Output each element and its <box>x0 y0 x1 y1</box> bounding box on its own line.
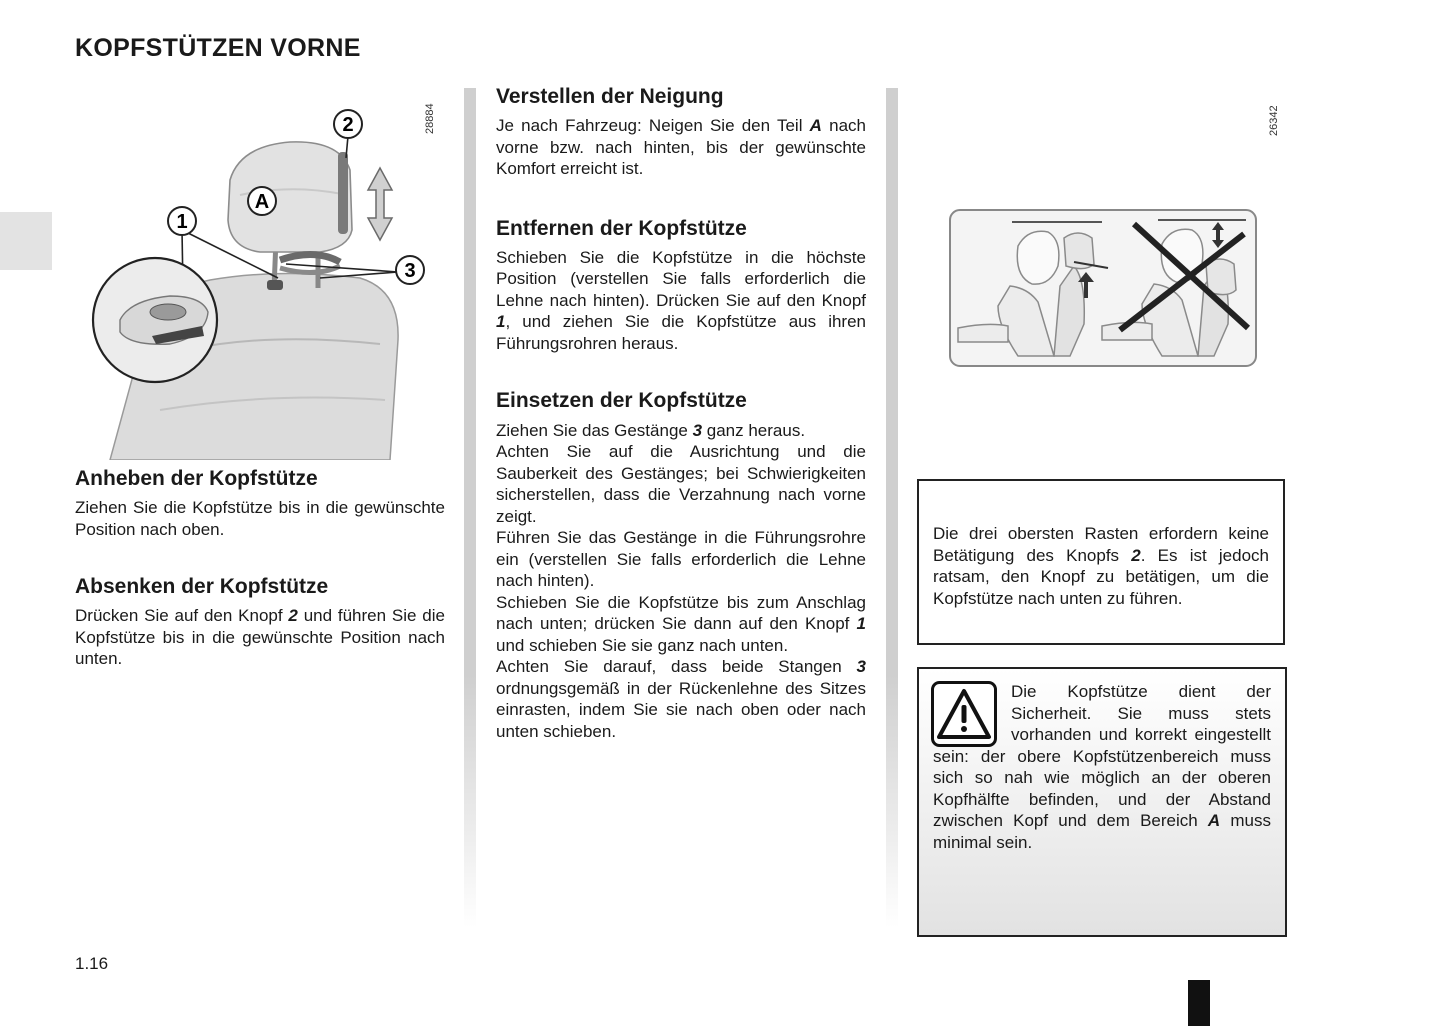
warning-box <box>917 667 1287 937</box>
text-remove: Schieben Sie die Kopfstütze in die höchste Position (verstellen Sie falls erforderlich die Lehne nach hinten). Drücken Sie auf den Knopf 1, und ziehen Sie die Kopfstütze aus ihren Führungsrohren heraus. <box>496 247 866 353</box>
text-tilt: Je nach Fahrzeug: Neigen Sie den Teil A nach vorne bzw. nach hinten, bis der gewünschte Komfort erreicht ist. <box>496 116 866 179</box>
column-separator <box>464 88 476 928</box>
page-number: 1.16 <box>75 954 109 973</box>
text-insert-1: Ziehen Sie das Gestänge 3 ganz heraus. <box>496 420 806 440</box>
text-insert-3: Führen Sie das Gestänge in die Führungsrohre ein (verstellen Sie falls erforderlich die Lehne nach hinten). <box>496 528 866 591</box>
heading-tilt: Verstellen der Neigung <box>496 85 724 108</box>
thumb-index-tab <box>1188 980 1210 1026</box>
heading-insert: Einsetzen der Kopfstütze <box>496 389 747 413</box>
headrest-position-illustration <box>948 206 1260 372</box>
column-separator <box>886 88 898 928</box>
chapter-tab <box>0 212 52 270</box>
page-title: KOPFSTÜTZEN VORNE <box>75 34 361 62</box>
heading-lower: Absenken der Kopfstütze <box>75 575 329 599</box>
note-text: Die drei obersten Rasten erfordern keine Betätigung des Knopfs 2. Es ist jedoch ratsam, den Knopf zu betätigen, um die Kopfstütze nach unten zu führen. <box>933 524 1269 608</box>
column-left <box>75 466 445 670</box>
heading-raise: Anheben der Kopfstütze <box>75 467 318 490</box>
text-insert-4: Schieben Sie die Kopfstütze bis zum Anschlag nach unten; drücken Sie dann auf den Knopf 1 und schieben Sie sie ganz nach unten. <box>496 592 866 655</box>
figure-code: 26342 <box>1268 105 1280 136</box>
label-1: 1 <box>176 211 188 233</box>
figure-code: 28884 <box>424 103 436 134</box>
text-lower: Drücken Sie auf den Knopf 2 und führen Sie die Kopfstütze bis in die gewünschte Position nach unten. <box>75 606 445 669</box>
label-2: 2 <box>342 114 354 136</box>
text-insert-2: Achten Sie auf die Ausrichtung und die Sauberkeit des Gestänges; bei Schwierigkeiten sicherstellen, dass die Verzahnung nach vorne zeigt. <box>496 442 866 526</box>
text-insert-5: Achten Sie darauf, dass beide Stangen 3 ordnungsgemäß in der Rückenlehne des Sitzes einrasten, indem Sie sie nach oben oder nach unten schieben. <box>496 657 866 741</box>
label-3: 3 <box>404 260 416 282</box>
warning-text: Die Kopfstütze dient der Sicherheit. Sie muss stets vorhanden und korrekt eingestellt sein: der obere Kopfstützenbereich muss sich so nah wie möglich an der oberen Kopfhälfte befinden, und der Abstand zwischen Kopf und dem Bereich A muss minimal sein. <box>933 682 1271 852</box>
headrest-illustration <box>90 100 450 460</box>
text-raise: Ziehen Sie die Kopfstütze bis in die gewünschte Position nach oben. <box>75 498 445 539</box>
column-middle <box>496 84 866 742</box>
heading-remove: Entfernen der Kopfstütze <box>496 216 747 240</box>
label-a: A <box>254 191 270 213</box>
note-box <box>917 479 1285 645</box>
